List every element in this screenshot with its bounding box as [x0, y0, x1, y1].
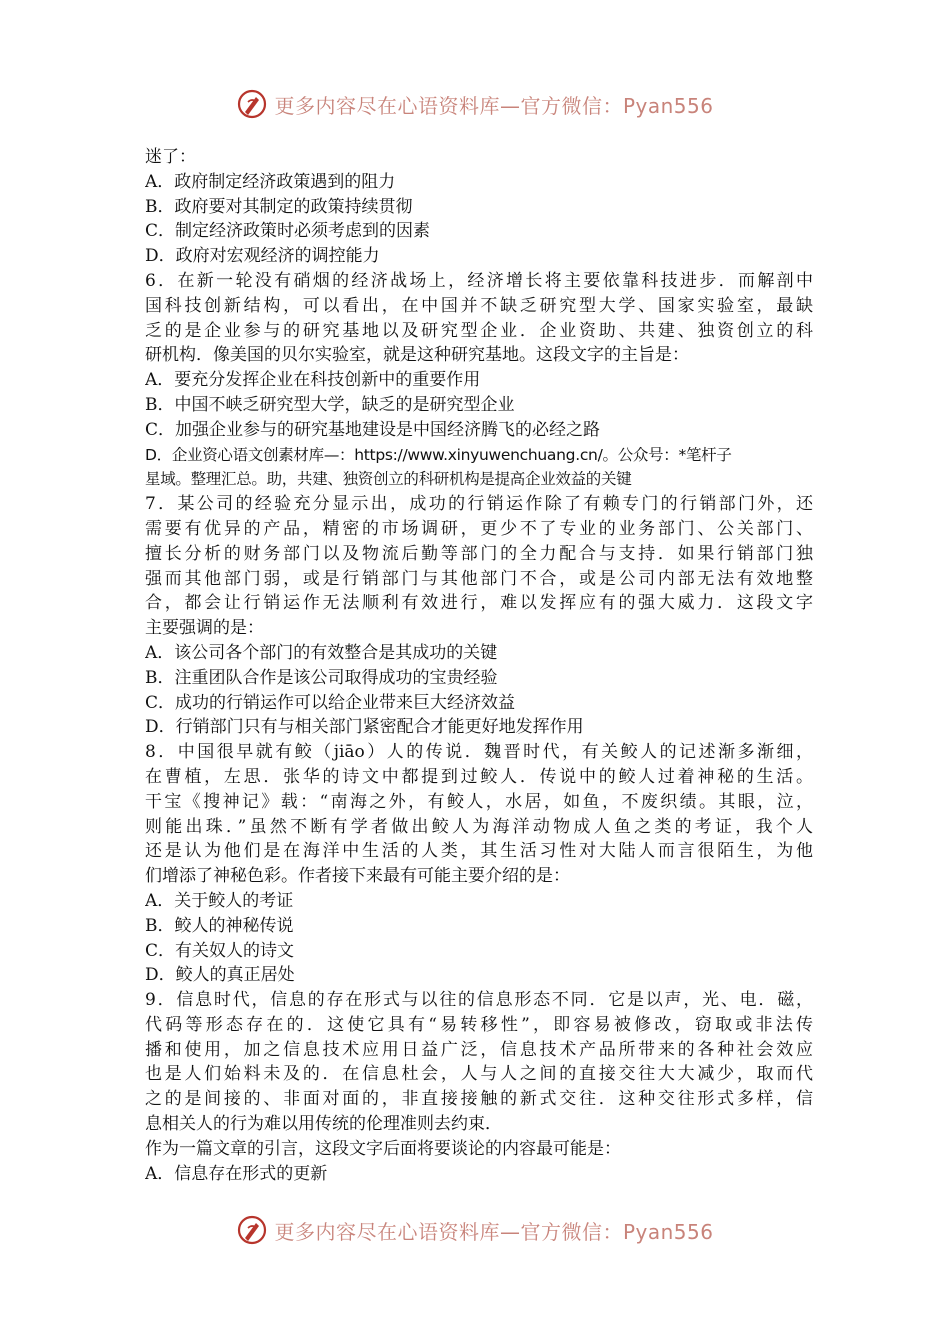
question-line: 主要强调的是：	[145, 618, 264, 639]
option-line: B．注重团队合作是该公司取得成功的宝贵经验	[145, 667, 498, 688]
question-line: 研机构．像美国的贝尔实验室，就是这种研究基地。这段文字的主旨是：	[145, 345, 689, 366]
question-line: 则能出珠．”虽然不断有学者做出鲛人为海洋动物成人鱼之类的考证，我个人	[145, 816, 813, 837]
question-line: 代码等形态存在的．这使它具有“易转移性”，即容易被修改，窃取或非法传	[145, 1014, 813, 1035]
text-line: 迷了：	[145, 147, 196, 167]
question-line: 7．某公司的经验充分显示出，成功的行销运作除了有赖专门的行销部门外，还	[145, 494, 813, 515]
pen-logo-icon	[236, 1214, 268, 1246]
option-line: D．企业资心语文创素材库—：https://www.xinyuwenchuang.cn/。公众号：*笔杆子	[145, 445, 732, 464]
question-line: 还是认为他们是在海洋中生活的人类，其生活习性对大陆人而言很陌生，为他	[145, 841, 813, 862]
question-line: 息相关人的行为难以用传统的伦理准则去约束．	[145, 1114, 502, 1135]
question-line: 国科技创新结构，可以看出，在中国并不缺乏研究型大学、国家实验室，最缺	[145, 295, 813, 316]
option-line: B．中国不峡乏研究型大学，缺乏的是研究型企业	[145, 394, 515, 415]
option-line: A．信息存在形式的更新	[145, 1163, 328, 1184]
question-line: 作为一篇文章的引言，这段文字后面将要谈论的内容最可能是：	[145, 1138, 621, 1159]
question-line: 需要有优异的产品，精密的市场调研，更少不了专业的业务部门、公关部门、	[145, 518, 813, 539]
option-line: C．有关奴人的诗文	[145, 940, 295, 961]
option-line: D．政府对宏观经济的调控能力	[145, 246, 380, 267]
pen-logo-icon	[236, 88, 268, 120]
footer-banner	[0, 1210, 950, 1250]
option-line: B．鲛人的神秘传说	[145, 915, 294, 936]
header-banner	[0, 84, 950, 124]
option-line: A．政府制定经济政策遇到的阻力	[145, 171, 396, 192]
header-banner-text: 更多内容尽在心语资料库—官方微信：Pyan556	[274, 93, 714, 118]
question-line: 乏的是企业参与的研究基地以及研究型企业．企业资助、共建、独资创立的科	[145, 320, 813, 341]
question-line: 6．在新一轮没有硝烟的经济战场上，经济增长将主要依靠科技进步．而解剖中	[145, 270, 813, 291]
question-line: 播和使用，加之信息技术应用日益广泛，信息技术产品所带来的各种社会效应	[145, 1039, 813, 1060]
option-line: A．该公司各个部门的有效整合是其成功的关键	[145, 642, 498, 663]
option-line: 星域。整理汇总。助，共建、独资创立的科研机构是提高企业效益的关键	[145, 470, 632, 489]
question-line: 干宝《搜神记》载：“南海之外，有鲛人，水居，如鱼，不废织绩。其眼，泣，	[145, 791, 813, 812]
option-line: D．鲛人的真正居处	[145, 965, 295, 986]
option-line: C．加强企业参与的研究基地建设是中国经济腾飞的必经之路	[145, 419, 601, 440]
question-line: 8．中国很早就有鲛（jiāo）人的传说．魏晋时代，有关鲛人的记述渐多渐细，	[145, 742, 813, 763]
option-line: C．制定经济政策时必须考虑到的因素	[145, 221, 431, 242]
footer-banner-text: 更多内容尽在心语资料库—官方微信：Pyan556	[274, 1219, 714, 1244]
question-line: 们增添了神秘色彩。作者接下来最有可能主要介绍的是：	[145, 866, 570, 887]
option-line: D．行销部门只有与相关部门紧密配合才能更好地发挥作用	[145, 717, 584, 738]
question-line: 合，都会让行销运作无法顺利有效进行，难以发挥应有的强大威力．这段文字	[145, 593, 813, 614]
question-line: 擅长分析的财务部门以及物流后勤等部门的全力配合与支持．如果行销部门独	[145, 543, 813, 564]
option-line: A．要充分发挥企业在科技创新中的重要作用	[145, 370, 481, 391]
option-line: B．政府要对其制定的政策持续贯彻	[145, 196, 413, 217]
option-line: C．成功的行销运作可以给企业带来巨大经济效益	[145, 692, 516, 713]
option-line: A．关于鲛人的考证	[145, 890, 294, 911]
question-line: 也是人们始料未及的．在信息杜会，人与人之间的直接交往大大减少，取而代	[145, 1064, 813, 1085]
question-line: 之的是间接的、非面对面的，非直接接触的新式交往．这种交往形式多样，信	[145, 1089, 813, 1110]
question-line: 9．信息时代，信息的存在形式与以往的信息形态不同．它是以声，光、电．磁，	[145, 990, 813, 1011]
document-body	[145, 145, 813, 1186]
question-line: 在曹植，左思．张华的诗文中都提到过鲛人．传说中的鲛人过着神秘的生活。	[145, 766, 813, 787]
question-line: 强而其他部门弱，或是行销部门与其他部门不合，或是公司内部无法有效地整	[145, 568, 813, 589]
